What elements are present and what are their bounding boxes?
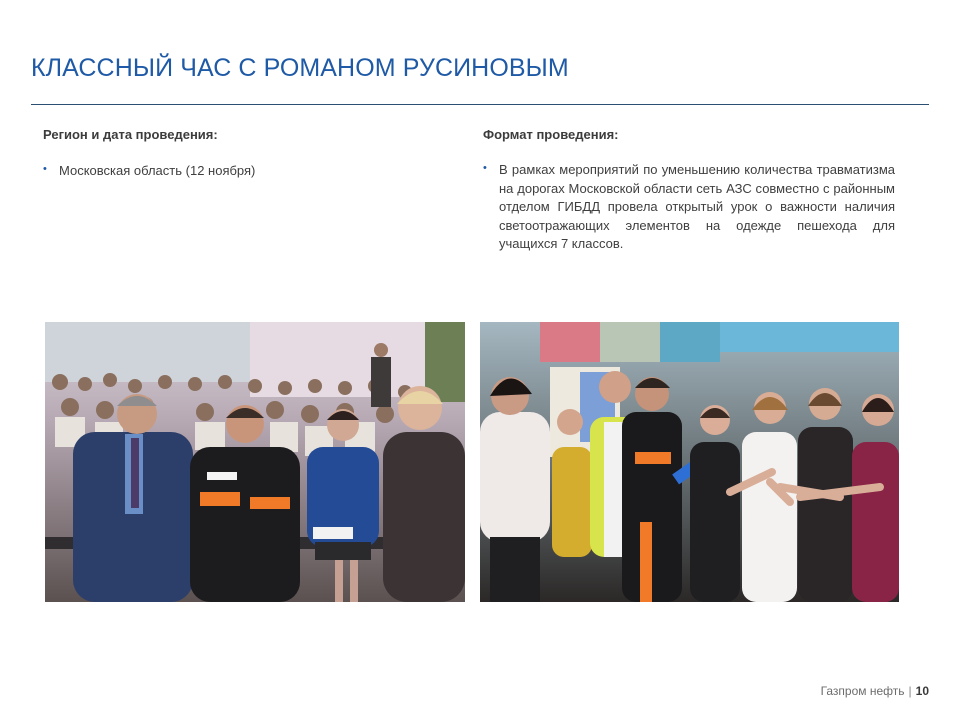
page-number: 10 [915, 684, 929, 698]
photo-students-image [480, 322, 899, 602]
photo-audience-image [45, 322, 465, 602]
footer-company: Газпром нефть [820, 684, 905, 698]
region-date-heading: Регион и дата проведения: [43, 127, 218, 142]
list-item-text: В рамках мероприятий по уменьшению количества травматизма на дорогах Московской области сеть АЗС совместно с районным отделом ГИБДД провела открытый урок о важности наличия светоотражающих элементов на одежде пешехода для учащихся 7 классов. [499, 162, 895, 251]
region-date-list [43, 162, 443, 180]
list-item [483, 161, 895, 254]
bullet-icon: • [43, 163, 47, 175]
footer-separator: | [908, 684, 912, 698]
format-heading: Формат проведения: [483, 127, 619, 142]
list-item-text: Московская область (12 ноября) [59, 163, 256, 178]
footer [821, 684, 929, 698]
list-item [43, 162, 443, 180]
slide-title: КЛАССНЫЙ ЧАС С РОМАНОМ РУСИНОВЫМ [31, 54, 569, 82]
format-list [483, 161, 895, 254]
photo-audience [45, 322, 465, 602]
photo-students [480, 322, 899, 602]
title-divider [31, 104, 929, 105]
bullet-icon: • [483, 162, 487, 174]
